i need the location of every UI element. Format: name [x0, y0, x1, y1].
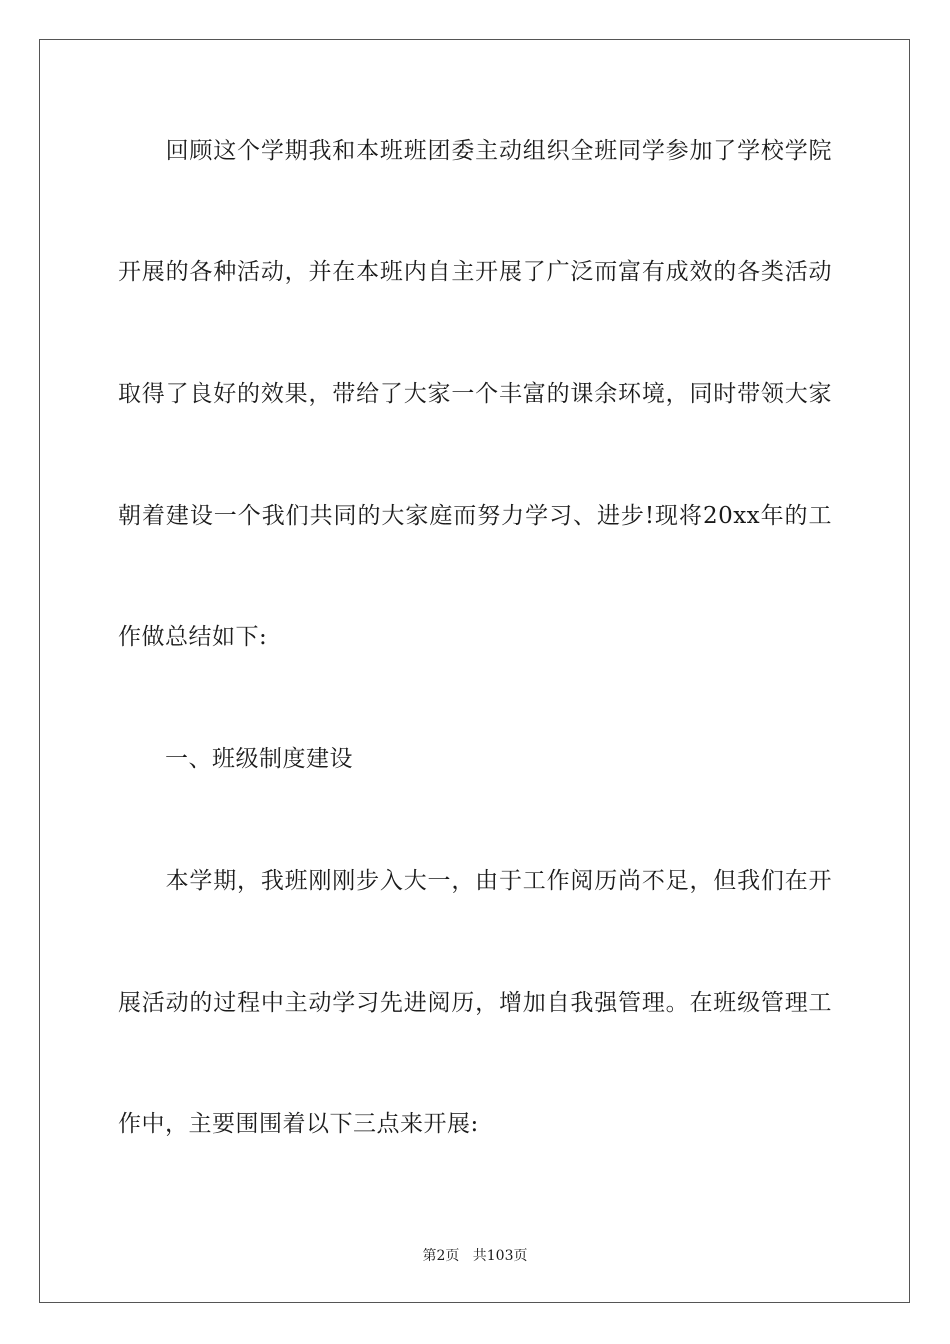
- footer-total-suffix: 页: [513, 1248, 528, 1264]
- page-footer: [0, 1246, 950, 1266]
- footer-page-suffix: 页: [445, 1248, 460, 1264]
- footer-page-number: 2: [436, 1248, 446, 1264]
- paragraph-3-line-3: 作中，主要围围着以下三点来开展:: [118, 1111, 479, 1137]
- paragraph-1-line-2: 开展的各种活动，并在本班内自主开展了广泛而富有成效的各类活动: [118, 259, 832, 285]
- paragraph-1-line-1: 回顾这个学期我和本班班团委主动组织全班同学参加了学校学院: [118, 138, 832, 164]
- paragraph-3-line-1: 本学期，我班刚刚步入大一，由于工作阅历尚不足，但我们在开: [118, 868, 832, 894]
- paragraph-1-line-5: 作做总结如下:: [118, 624, 268, 650]
- paragraph-3-line-2: 展活动的过程中主动学习先进阅历，增加自我强管理。在班级管理工: [118, 990, 832, 1016]
- footer-page-prefix: 第: [422, 1248, 437, 1264]
- footer-total-prefix: 共: [472, 1248, 487, 1264]
- paragraph-1-line-4: 朝着建设一个我们共同的大家庭而努力学习、进步!现将20xx年的工: [118, 503, 832, 529]
- footer-total-pages: 103: [486, 1248, 514, 1264]
- paragraph-1-line-3: 取得了良好的效果，带给了大家一个丰富的课余环境，同时带领大家: [118, 381, 832, 407]
- section-heading: 一、班级制度建设: [118, 746, 353, 772]
